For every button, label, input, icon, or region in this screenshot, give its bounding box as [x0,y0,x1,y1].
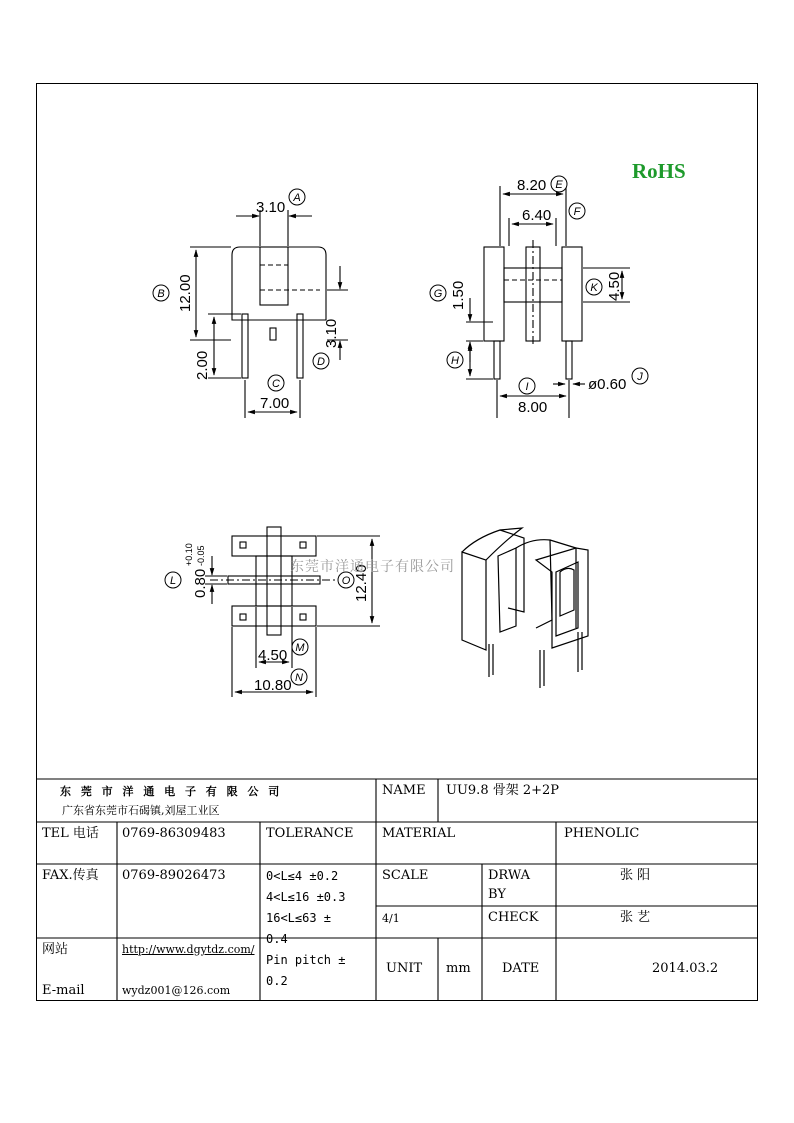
dim-l-tol-plus: +0.10 [184,543,194,566]
callout-b: B [157,288,165,300]
callout-l: L [169,575,177,587]
email-value[interactable]: wydz001@126.com [122,984,231,997]
material-value: PHENOLIC [564,826,640,841]
dim-f: 6.40 [522,207,552,224]
material-label: MATERIAL [382,826,456,841]
watermark: 东莞市洋通电子有限公司 [290,559,455,575]
callout-h: H [451,355,459,367]
dim-n: 10.80 [254,677,292,694]
dim-i: 8.00 [518,399,548,416]
dim-o: 12.40 [353,564,370,602]
web-label: 网站 [42,942,69,957]
dim-k: 4.50 [606,271,623,301]
dim-g: 1.50 [450,280,467,310]
scale-label: SCALE [382,868,429,883]
fax-label: FAX.传真 [42,868,99,883]
name-label: NAME [382,783,426,798]
callout-m: M [295,642,305,654]
tolerance-line-5: Pin pitch ± [266,953,346,967]
callout-d: D [317,356,325,368]
tolerance-line-6: 0.2 [266,974,288,988]
company-address: 广东省东莞市石碣镇,刘屋工业区 [62,804,220,817]
callout-i: I [525,381,529,393]
company-name: 东 莞 市 洋 通 电 子 有 限 公 司 [60,785,283,798]
callout-o: O [341,575,351,587]
dimension-values [177,177,626,694]
callout-k: K [590,282,598,294]
unit-label: UNIT [386,961,423,976]
callout-letters [157,179,643,684]
dim-l-tol-minus: -0.05 [196,545,206,566]
dim-a: 3.10 [256,199,286,216]
check-value: 张 艺 [620,910,651,925]
callout-g: G [433,288,443,300]
email-label: E-mail [42,983,85,998]
callout-c: C [272,378,280,390]
tolerance-label: TOLERANCE [266,826,354,841]
dim-l: 0.80 [192,568,209,598]
date-label: DATE [502,961,540,976]
dim-d: 3.10 [323,318,340,348]
drawn-by-value: 张 阳 [620,868,651,883]
dim-b: 12.00 [177,274,194,312]
website-link[interactable]: http://www.dgytdz.com/ [122,943,255,956]
tolerance-line-3: 16<L≤63 ± [266,911,332,925]
scale-value: 4/1 [382,912,400,925]
tel-label: TEL 电话 [42,826,99,841]
isometric-view [462,528,588,688]
date-value: 2014.03.2 [652,961,719,976]
dim-e: 8.20 [517,177,547,194]
unit-value: mm [446,961,471,976]
tolerance-line-1: 0<L≤4 ±0.2 [266,869,339,883]
tolerance-line-2: 4<L≤16 ±0.3 [266,890,346,904]
callout-f: F [573,206,581,218]
tel-value: 0769-86309483 [122,826,226,841]
drawn-by-label-2: BY [488,887,506,902]
rohs-logo: RoHS [632,159,686,183]
check-label: CHECK [488,910,539,925]
dim-m: 4.50 [258,647,288,664]
dim-c: 7.00 [260,395,290,412]
dim-j: ø0.60 [588,376,627,393]
callout-j: J [637,371,643,383]
name-value: UU9.8 骨架 2+2P [446,783,560,798]
callout-a: A [293,192,301,204]
top-view [205,527,380,697]
tolerance-line-4: 0.4 [266,932,288,946]
callout-n: N [295,672,303,684]
fax-value: 0769-89026473 [122,868,226,883]
drawn-by-label: DRWA [488,868,531,883]
dim-h2: 2.00 [194,350,211,380]
callout-e: E [555,179,563,191]
